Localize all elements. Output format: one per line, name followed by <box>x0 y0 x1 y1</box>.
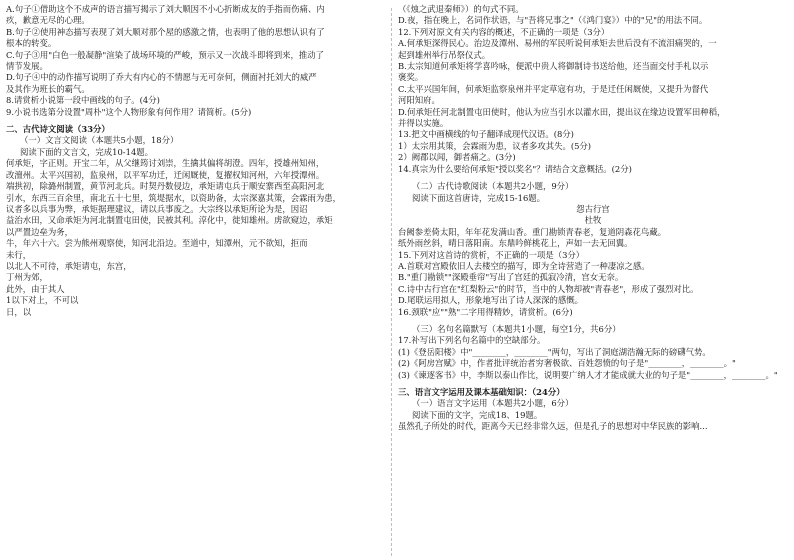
left-line: 疚，歉意无尽的心理。 <box>6 15 90 26</box>
right-line: （二）古代诗歌阅读（本题共2小题，9分） <box>412 181 574 192</box>
left-line: 端拱初，除潞州制置，黄节河北兵。时契丹数侵边，承矩请屯兵于顺安寨西至高阳河北 <box>6 181 325 192</box>
right-line: 三、语言文字运用及课本基础知识：（24分） <box>398 387 565 397</box>
left-line: 以严置边垒为务， <box>6 226 73 237</box>
right-line: 虽然孔子所处的时代，距离今天已经非常久远，但是孔子的思想对中华民族的影响... <box>398 421 708 432</box>
right-line: D.夜，指在晚上，名词作状语，与"吾将兄事之"（《鸿门宴》）中的"兄"的用法不同。 <box>398 15 708 26</box>
left-line: 改澶州。太平兴国初，监泉州，以平军功迁，迁闲厩使，复擢权知河州，六年授潭州。 <box>6 169 325 180</box>
right-line: （一）语言文字运用（本题共2小题，6分） <box>412 398 574 409</box>
left-line: 益治水田，又命承矩为河北制置屯田使，民被其利。淳化中，徙知雄州。虏欲窥边，承矩 <box>6 215 333 226</box>
right-column <box>398 4 788 433</box>
left-line: 日，以 <box>6 306 32 317</box>
right-line: C.太平兴国年间，何承矩监察泉州并平定草寇有功，于是迁任闲厩使，又提升为督代 <box>398 83 709 94</box>
right-line: 1）太宗用其策，会霖雨为患，议者多攻其失。(5分) <box>398 140 592 151</box>
right-line: 阅读下面的文字，完成18、19题。 <box>412 409 543 420</box>
left-line: 议者多以兵事为弊，承矩据理建议，请以兵事废之。大宗终以承矩所论为是，因诏 <box>6 203 308 214</box>
right-line: (1)《登岳阳楼》中"________，________"两句，写出了洞庭湖浩瀚无际的磅礴气势。 <box>398 346 711 357</box>
right-line: 杜牧 <box>584 215 602 226</box>
left-line: 二、古代诗文阅读（33分） <box>6 124 110 135</box>
left-line: 1以下对上，不可以 <box>6 295 79 306</box>
column-divider <box>391 8 392 556</box>
right-line: 并得以实施。 <box>398 118 449 129</box>
right-line: 14.真宗为什么要给何承矩"授以奖名"？请结合文意概括。(2分) <box>398 163 632 174</box>
right-line: A.何承矩深得民心。治边及潭州、易州的军民听说何承矩去世后没有不流泪痛哭的，一 <box>398 38 717 49</box>
right-line: D.尾联运用拟人，形象地写出了诗人深深的感慨。 <box>398 295 583 306</box>
left-line: 根本的转变。 <box>6 38 57 49</box>
right-line: （《烛之武退秦师》）的句式不同。 <box>398 4 524 14</box>
right-line: 12.下列对原文有关内容的概述，不正确的一项是（3分） <box>398 26 610 37</box>
left-line: 何承矩，字正则。开宝二年，从父继筠讨刘崇，生擒其偏将胡澄。四年，授雄州知州， <box>6 158 325 169</box>
left-line: 丁州为郊， <box>6 272 48 283</box>
right-line: 怨古行宫 <box>576 203 610 214</box>
left-line: A.句子①借助这个不成声的语言描写揭示了刘大顺因不小心折断成友的手指而伤痛、内 <box>6 4 325 14</box>
right-line: 15.下列对这首诗的赏析，不正确的一项是（3分） <box>398 249 585 260</box>
right-line: B.太宗知道何承矩将学喜吟咏，便派中贵人将御制诗书送给他，还当面交付手札以示 <box>398 61 709 72</box>
right-line: 16.颈联"应""熟"二字用得精妙，请赏析。(6分) <box>398 306 573 317</box>
left-line: B.句子②使用神态描写表现了刘大顺对那个屋的感激之情，也表明了他的思想认识有了 <box>6 26 325 37</box>
left-line: 阅读下面的文言文，完成10-14题。 <box>20 146 154 157</box>
left-line: 情节发展。 <box>6 61 48 72</box>
right-line: 13.把文中画横线的句子翻译成现代汉语。(8分) <box>398 129 574 140</box>
right-line: 17.补写出下列名句名篇中的空缺部分。 <box>398 335 546 346</box>
right-line: B."重门勘锁""深殿垂帘"写出了宫廷的孤寂冷清，宫女无奈。 <box>398 272 624 283</box>
left-line: 引水，东西三百余里，南北五十七里，筑堤据水，以资助备，太宗深嘉其策，会霖雨为患， <box>6 192 341 203</box>
right-line: （三）名句名篇默写（本题共1小题，每空1分，共6分） <box>412 323 621 334</box>
left-line: D.句子④中的动作描写说明了乔大有内心的不情愿与无可奈何，侧面衬托刘大的威严 <box>6 72 317 83</box>
right-line: 褒奖。 <box>398 72 424 83</box>
right-line: 起到雄州举行吊祭仪式。 <box>398 49 491 60</box>
right-line: D.何承矩任河北制置屯田使时，他认为应当引水以灌水田，提出议在缘边设置军田种稻， <box>398 106 726 117</box>
left-line: 8.请赏析小说第一段中画线的句子。(4分) <box>6 95 160 106</box>
right-line: C.诗中古行宫在"红梨粉云"的时节，当中的人物却被"青春老"，形成了强烈对比。 <box>398 283 699 294</box>
left-line: 未行， <box>6 249 32 260</box>
left-line: （一）文言文阅读（本题共5小题，18分） <box>20 135 179 146</box>
right-line: 台阙参差倚太阳，年年花发满山香。重门勘锁青春老，复道阴森花鸟藏。 <box>398 226 666 237</box>
right-line: (2)《阿房宫赋》中，作者批评统治者穷奢极欲、百姓怨愤的句子是"________，________。" <box>398 358 736 369</box>
left-line: 以北人不可待，承矩请屯，东宫， <box>6 260 132 271</box>
right-line: (3)《谏逐客书》中，李斯以泰山作比，说明要广纳人才才能成就大业的句子是"________，________。" <box>398 369 778 380</box>
right-line: 阅读下面这首唐诗，完成15-16题。 <box>412 192 546 203</box>
left-line: 9.小说书选第分设置"周朴"这个人物形象有何作用？请简析。(5分) <box>6 106 252 117</box>
left-line: 此外，由于其人 <box>6 283 65 294</box>
right-line: 2）阙郡以闻，御者痛之。(3分) <box>398 152 516 163</box>
left-column <box>6 4 384 318</box>
left-line: 牛，年六十六。尝为熊州观察使，知河北沿边。至道中，知潭州，元不欲知，拒而 <box>6 238 308 249</box>
left-line: 及其作为班长的霸气。 <box>6 83 90 94</box>
left-line: C.句子③用"白色一般凝静"渲染了战场环境的严峻，预示又一次战斗即将到来，推动了 <box>6 49 324 60</box>
right-line: 纸外雨丝斜，晴日落阳南。东鼎吟鲜桃花上，声如一去无回翼。 <box>398 238 633 249</box>
right-line: A.首联对宫殿依旧人去楼空的描写，即为全诗营造了一种凄凉之感。 <box>398 260 650 271</box>
right-line: 河阳知府。 <box>398 95 440 106</box>
